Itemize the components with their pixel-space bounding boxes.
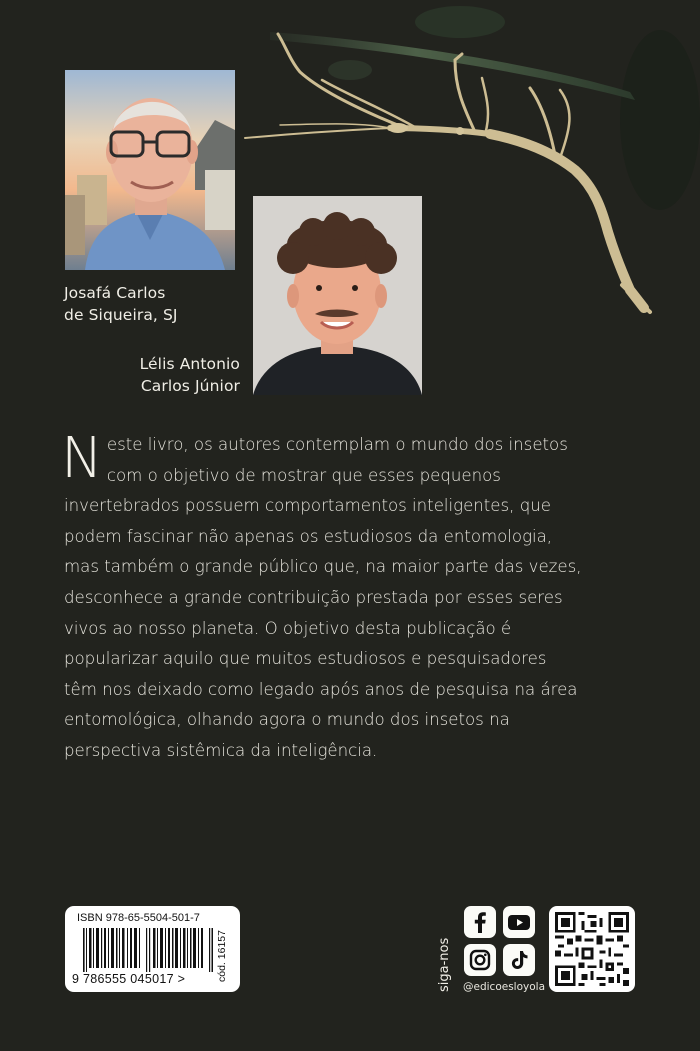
author-name-2: Lélis Antonio Carlos Júnior bbox=[139, 355, 240, 395]
social-handle[interactable]: @edicoesloyola bbox=[463, 981, 546, 993]
instagram-icon[interactable] bbox=[464, 944, 496, 976]
qr-code[interactable] bbox=[549, 906, 635, 992]
blurb-text: este livro, os autores contemplam o mundo dos insetos com o objetivo de mostrar que esses pequenos invertebrados possuem comportamentos inteligentes, que podem fascinar não apenas os estudiosos da entomologia, mas também o grande público que, na maior parte das vezes, desconhece a grande contribuição prestada por esses seres vivos ao nosso planeta. O objetivo desta publicação é popularizar aquilo que muitos estudiosos e pesquisadores têm nos deixado como legado após anos de pesquisa na área entomológica, olhando agora o mundo dos insetos na perspectiva sistêmica da inteligência. bbox=[64, 435, 582, 760]
follow-us-label: siga-nos bbox=[437, 937, 452, 992]
author-photo-josafa bbox=[65, 70, 235, 270]
barcode-bars bbox=[83, 928, 213, 972]
isbn-number: ISBN 978-65-5504-501-7 bbox=[77, 912, 200, 924]
facebook-icon[interactable] bbox=[464, 906, 496, 938]
drop-cap: N bbox=[61, 426, 103, 491]
author-photo-lelis bbox=[253, 196, 422, 395]
tiktok-icon[interactable] bbox=[503, 944, 535, 976]
qr-code-pattern bbox=[555, 912, 629, 986]
isbn-barcode bbox=[65, 906, 240, 992]
book-blurb bbox=[61, 426, 584, 767]
barcode-digits: 9 786555 045017 > bbox=[72, 972, 186, 986]
youtube-icon[interactable] bbox=[503, 906, 535, 938]
author-name-1: Josafá Carlos de Siqueira, SJ bbox=[64, 284, 178, 324]
product-code: cód. 16157 bbox=[216, 930, 228, 982]
